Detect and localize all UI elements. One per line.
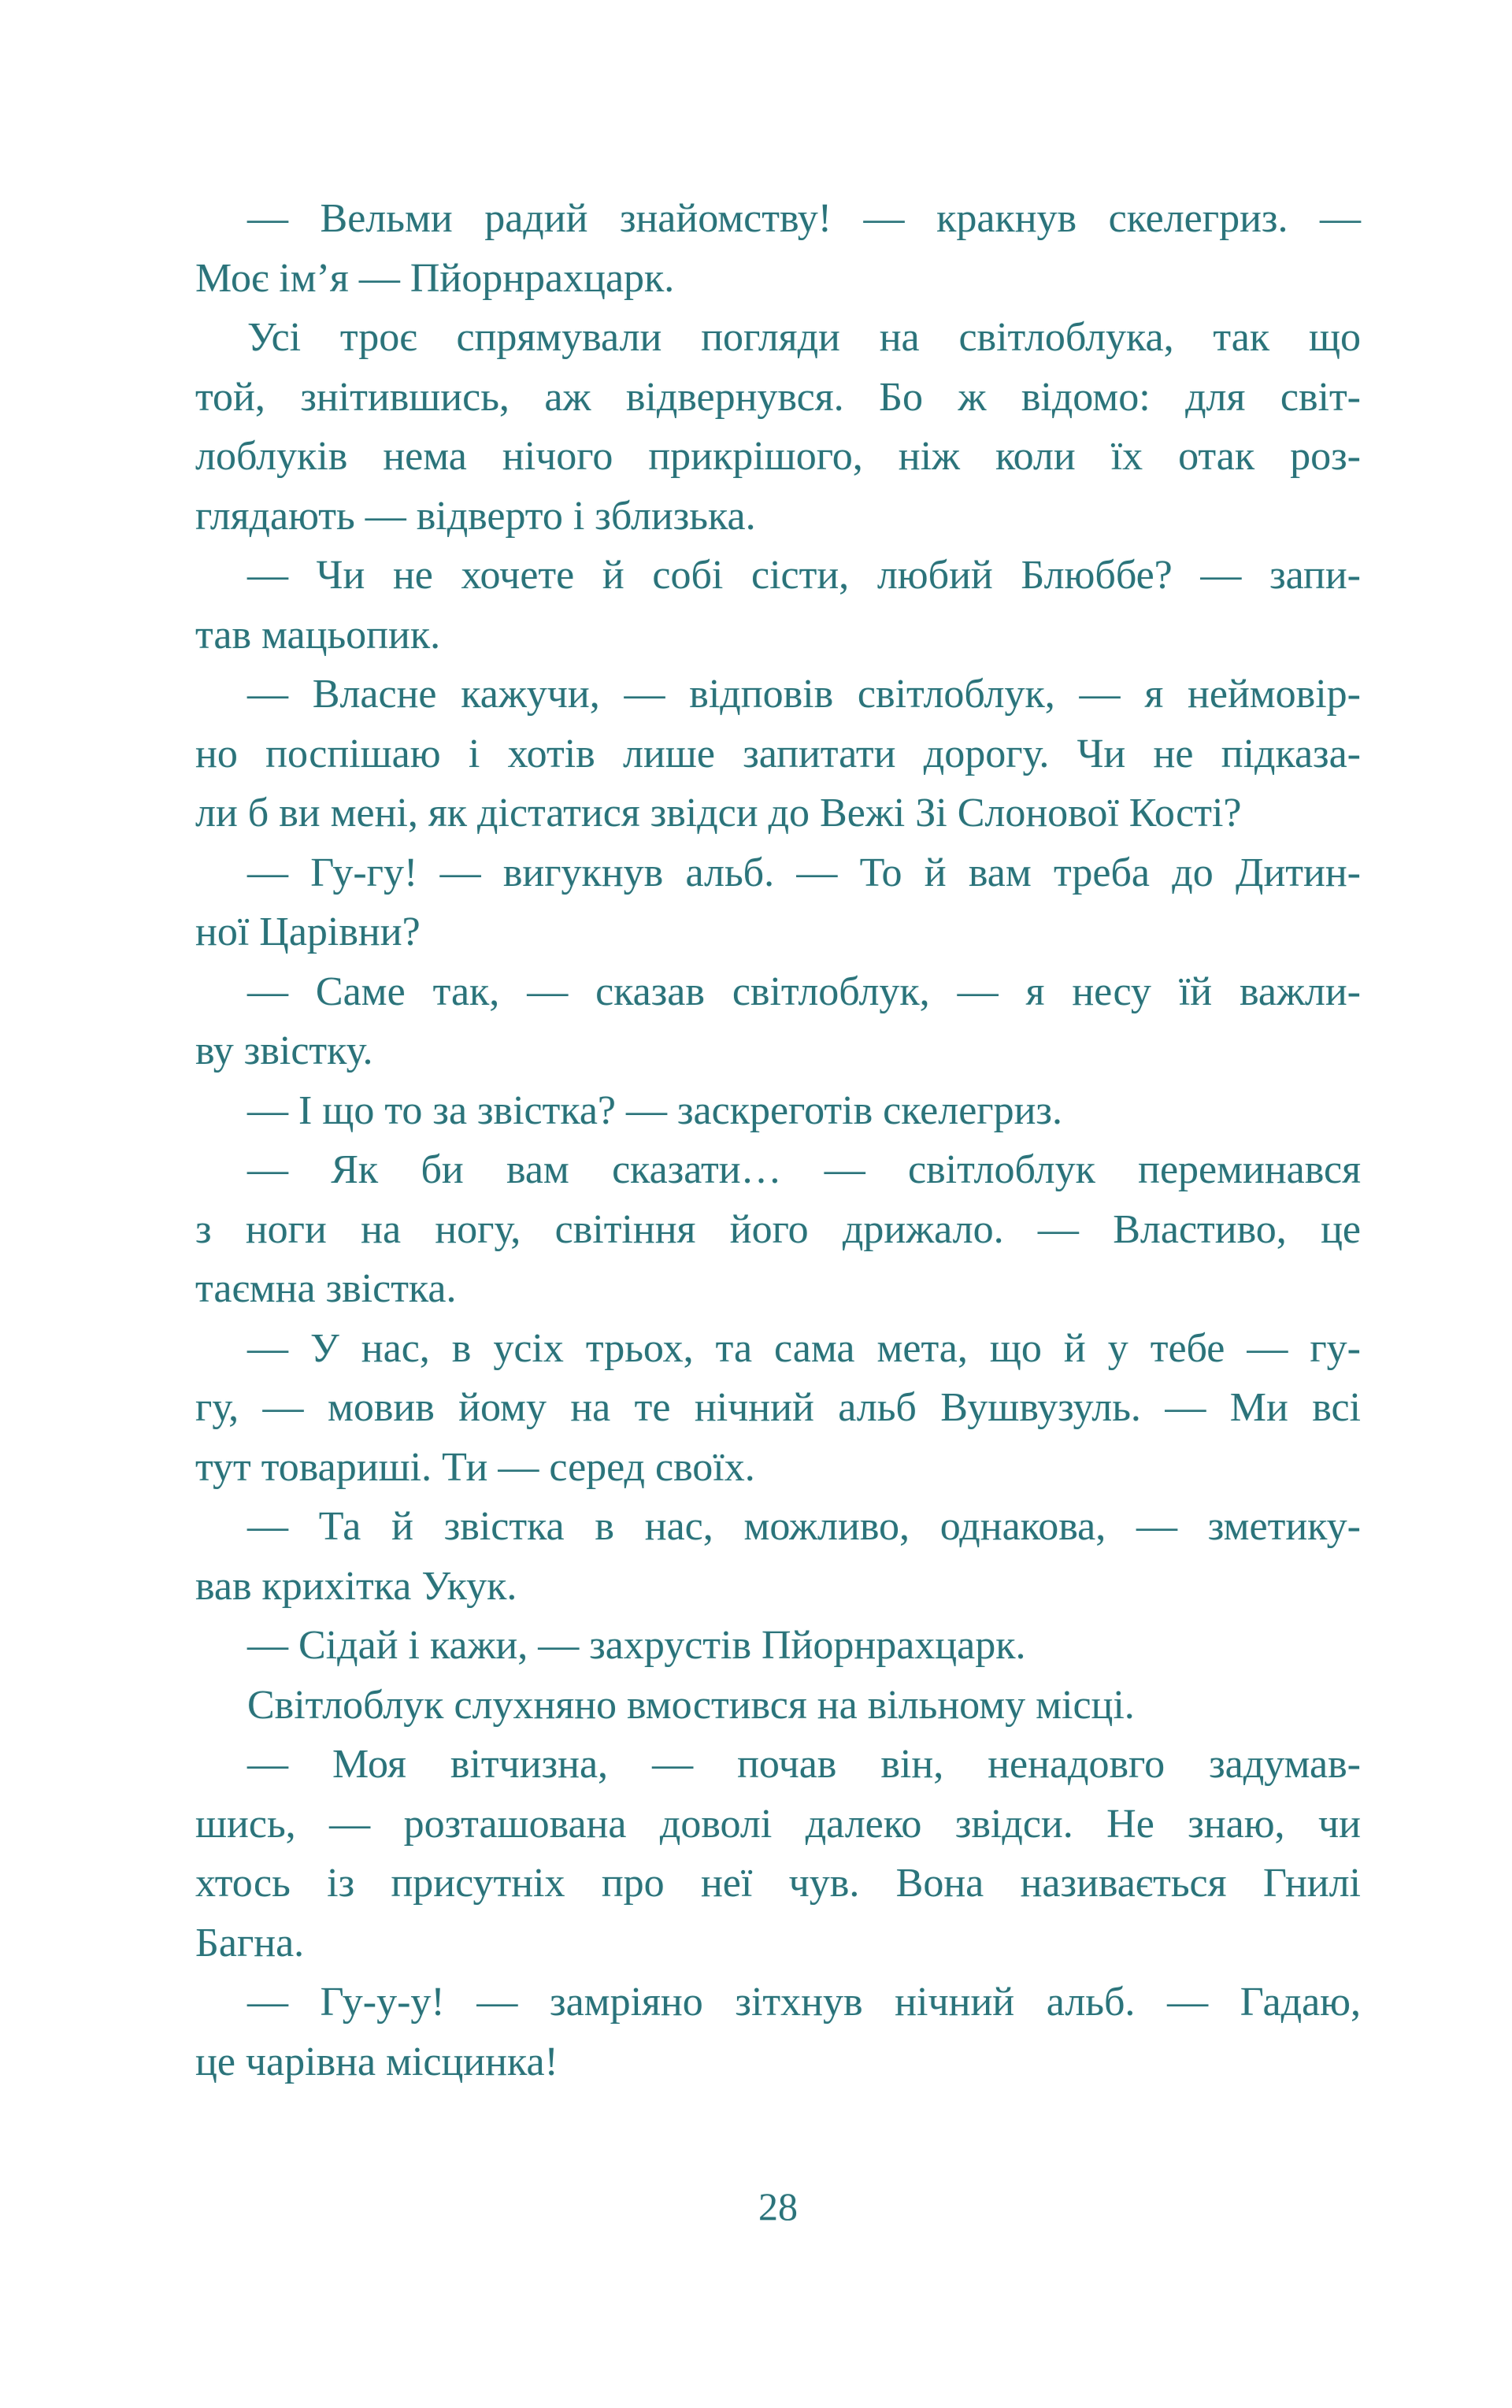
text-line: — Та й звістка в нас, можливо, однакова, — зметику- xyxy=(247,1504,1361,1549)
text-line: шись, — розташована доволі далеко звідси. Не знаю, чи xyxy=(195,1801,1361,1847)
text-block xyxy=(195,189,1361,2091)
paragraph xyxy=(195,1319,1361,1498)
paragraph xyxy=(195,308,1361,546)
text-line: ву звістку. xyxy=(195,1028,373,1073)
paragraph xyxy=(195,962,1361,1081)
paragraph xyxy=(195,546,1361,665)
text-line: — У нас, в усіх трьох, та сама мета, що й у тебе — гу- xyxy=(247,1325,1361,1371)
paragraph xyxy=(195,1973,1361,2091)
text-line: — І що то за звістка? — заскреготів скелегриз. xyxy=(247,1087,1062,1133)
text-line: лоблуків нема нічого прикрішого, ніж коли їх отак роз- xyxy=(195,434,1361,479)
text-line: глядають — відверто і зблизька. xyxy=(195,493,756,539)
text-line: ної Царівни? xyxy=(195,909,421,954)
text-line: тав мацьопик. xyxy=(195,612,441,658)
paragraph xyxy=(195,1497,1361,1616)
text-line: з ноги на ногу, світіння його дрижало. — Властиво, це xyxy=(195,1206,1361,1252)
text-line: Усі троє спрямували погляди на світлоблука, так що xyxy=(247,315,1361,360)
text-line: це чарівна місцинка! xyxy=(195,2039,558,2084)
paragraph xyxy=(195,1140,1361,1319)
text-line: гу, — мовив йому на те нічний альб Вушвузуль. — Ми всі xyxy=(195,1385,1361,1430)
text-line: — Власне кажучи, — відповів світлоблук, — я неймовір- xyxy=(247,672,1361,717)
text-line: таємна звістка. xyxy=(195,1266,457,1311)
text-line: — Гу-гу! — вигукнув альб. — То й вам треба до Дитин- xyxy=(247,850,1361,895)
text-line: — Як би вам сказати… — світлоблук переминався xyxy=(247,1147,1361,1192)
text-line: Моє ім’я — Пйорнрахцарк. xyxy=(195,255,675,301)
text-line: ли б ви мені, як дістатися звідси до Вежі Зі Слонової Кості? xyxy=(195,791,1242,835)
text-line: — Гу-у-у! — замріяно зітхнув нічний альб. — Гадаю, xyxy=(247,1980,1361,2025)
paragraph xyxy=(195,843,1361,962)
paragraph xyxy=(195,1616,1361,1676)
text-line: — Сідай і кажи, — захрустів Пйорнрахцарк. xyxy=(247,1623,1026,1668)
paragraph xyxy=(195,1081,1361,1141)
text-line: Світлоблук слухняно вмостився на вільному місці. xyxy=(247,1682,1135,1728)
text-line: — Чи не хочете й собі сісти, любий Блюббе? — запи- xyxy=(247,553,1361,598)
text-line: Багна. xyxy=(195,1920,305,1965)
text-line: — Моя вітчизна, — почав він, ненадовго задумав- xyxy=(247,1742,1361,1787)
paragraph xyxy=(195,189,1361,308)
page-number: 28 xyxy=(758,2184,798,2228)
text-line: — Саме так, — сказав світлоблук, — я несу їй важли- xyxy=(247,969,1361,1014)
paragraph xyxy=(195,1676,1361,1736)
text-line: вав крихітка Укук. xyxy=(195,1563,517,1609)
paragraph xyxy=(195,1735,1361,1973)
text-line: но поспішаю і хотів лише запитати дорогу. Чи не підказа- xyxy=(195,731,1361,776)
text-line: той, знітившись, аж відвернувся. Бо ж відомо: для світ- xyxy=(195,374,1361,420)
paragraph xyxy=(195,665,1361,843)
text-line: тут товариші. Ти — серед своїх. xyxy=(195,1444,755,1490)
text-line: — Вельми радий знайомству! — кракнув скелегриз. — xyxy=(247,196,1361,241)
text-line: хтось із присутніх про неї чув. Вона називається Гнилі xyxy=(195,1861,1361,1906)
